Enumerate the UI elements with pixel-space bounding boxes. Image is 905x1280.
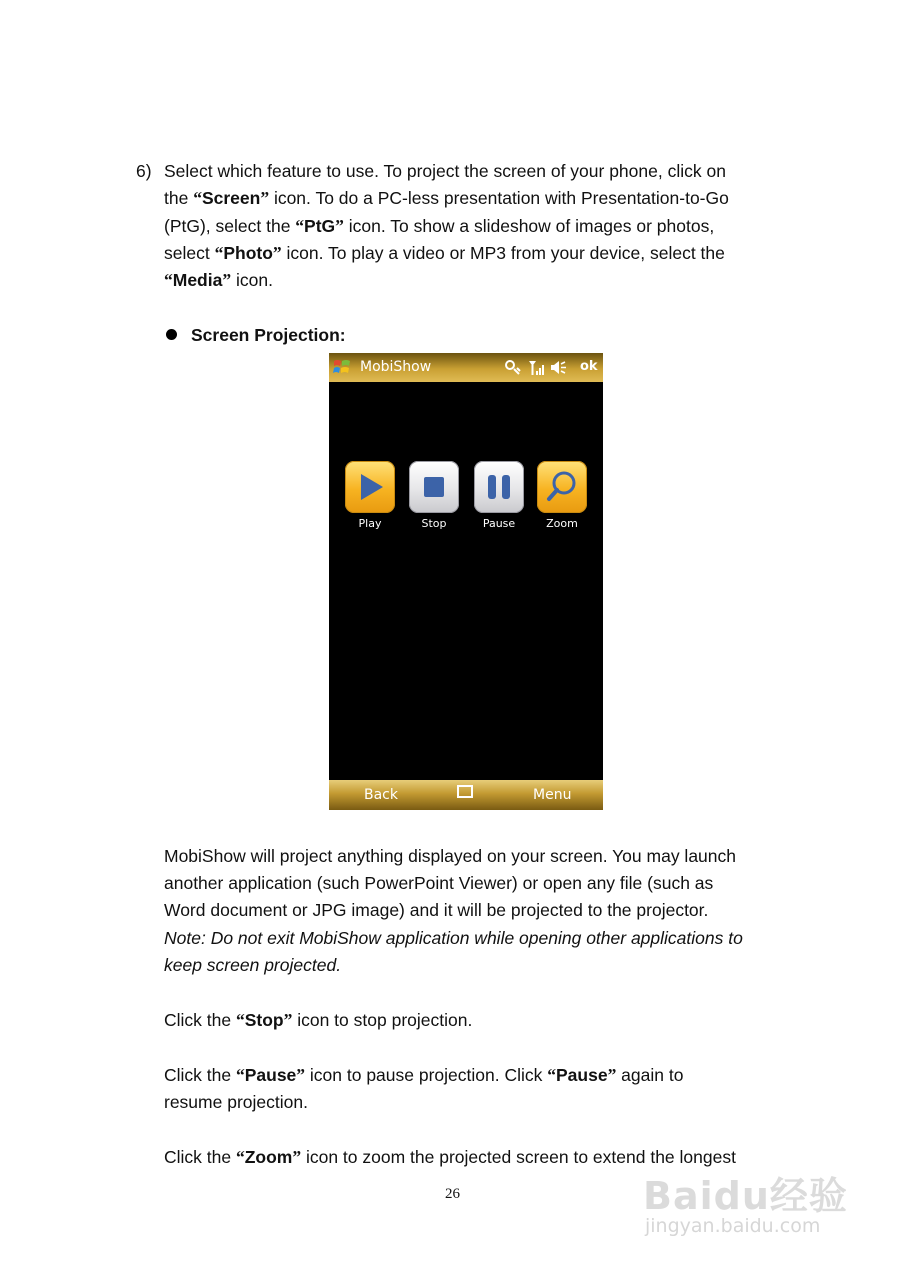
bold-term: Screen <box>201 188 261 208</box>
stop-icon <box>409 461 459 513</box>
quote-mark: “ <box>164 270 173 290</box>
quote-mark: ” <box>283 1010 293 1030</box>
quote-mark: “ <box>193 188 202 208</box>
text-run: another application (such PowerPoint Viewer) or open any file (such as <box>164 873 714 893</box>
app-title: MobiShow <box>360 359 432 375</box>
quote-mark: ” <box>260 188 270 208</box>
text-run: the <box>164 188 194 208</box>
watermark-logo-text: Baidu经验 <box>643 1174 848 1218</box>
soft-key-bar <box>329 780 603 810</box>
text-run: again to <box>616 1065 684 1085</box>
text-run: icon. To play a video or MP3 from your device, select the <box>281 243 725 263</box>
menu-soft-key[interactable]: Menu <box>533 787 572 803</box>
text-run: keep screen projected. <box>164 955 342 975</box>
body-line <box>164 952 341 979</box>
step-line <box>164 185 729 212</box>
quote-mark: ” <box>607 1065 617 1085</box>
quote-mark: ” <box>272 243 282 263</box>
quote-mark: “ <box>214 243 224 263</box>
ok-button[interactable]: ok <box>580 359 598 374</box>
title-bar <box>329 353 603 382</box>
bold-term: Zoom <box>244 1147 293 1167</box>
zoom-icon <box>537 461 587 513</box>
text-run: Click the <box>164 1147 236 1167</box>
step-line <box>164 267 273 294</box>
text-run: select <box>164 243 215 263</box>
stop-label: Stop <box>421 517 447 530</box>
bullet-heading: Screen Projection: <box>191 325 346 345</box>
text-run: Select which feature to use. To project the screen of your phone, click on <box>164 161 726 181</box>
pause-icon <box>474 461 524 513</box>
signal-icon[interactable] <box>527 359 544 376</box>
text-run: MobiShow will project anything displayed on your screen. You may launch <box>164 846 736 866</box>
text-run: icon to zoom the projected screen to extend the longest <box>301 1147 736 1167</box>
watermark-url: jingyan.baidu.com <box>645 1215 821 1237</box>
text-run: (PtG), select the <box>164 216 296 236</box>
bold-term: Photo <box>223 243 273 263</box>
body-line <box>164 843 736 870</box>
quote-mark: ” <box>222 270 232 290</box>
body-line <box>164 1089 308 1116</box>
text-run: Word document or JPG image) and it will be projected to the projector. <box>164 900 709 920</box>
body-line <box>164 925 743 952</box>
quote-mark: “ <box>235 1065 245 1085</box>
body-line <box>164 1007 472 1034</box>
body-line <box>164 897 708 924</box>
keyboard-icon[interactable] <box>457 785 473 798</box>
pause-label: Pause <box>482 517 516 530</box>
play-icon <box>345 461 395 513</box>
quote-mark: ” <box>335 216 344 236</box>
step-line <box>164 240 725 267</box>
play-label: Play <box>358 517 382 530</box>
phone-screenshot <box>329 353 603 810</box>
pause-button[interactable] <box>474 461 524 513</box>
text-run: icon. <box>231 270 273 290</box>
text-run: icon. To do a PC-less presentation with Presentation-to-Go <box>269 188 729 208</box>
zoom-label: Zoom <box>546 517 578 530</box>
step-line <box>164 158 726 185</box>
quote-mark: “ <box>235 1010 245 1030</box>
baidu-watermark <box>643 1165 855 1247</box>
quote-mark: ” <box>296 1065 306 1085</box>
quote-mark: “ <box>547 1065 556 1085</box>
text-run: Click the <box>164 1010 236 1030</box>
text-run: Note: Do not exit MobiShow application while opening other applications to <box>164 928 743 948</box>
volume-icon[interactable] <box>550 359 567 376</box>
quote-mark: “ <box>235 1147 245 1167</box>
text-run: icon to stop projection. <box>292 1010 473 1030</box>
zoom-button[interactable] <box>537 461 587 513</box>
bullet-dot <box>166 329 177 340</box>
step-line <box>164 213 714 240</box>
text-run: resume projection. <box>164 1092 308 1112</box>
bold-term: Stop <box>244 1010 284 1030</box>
stop-button[interactable] <box>409 461 459 513</box>
connectivity-icon[interactable] <box>504 359 521 376</box>
bold-term: Media <box>172 270 223 290</box>
quote-mark: ” <box>292 1147 302 1167</box>
bold-term: PtG <box>304 216 336 236</box>
body-line <box>164 1062 683 1089</box>
quote-mark: “ <box>295 216 305 236</box>
windows-start-icon[interactable] <box>333 358 351 376</box>
bold-term: Pause <box>244 1065 297 1085</box>
play-button[interactable] <box>345 461 395 513</box>
text-run: icon. To show a slideshow of images or photos, <box>343 216 715 236</box>
text-run: Click the <box>164 1065 236 1085</box>
text-run: icon to pause projection. Click <box>305 1065 548 1085</box>
body-line <box>164 870 713 897</box>
page-number: 26 <box>445 1186 460 1202</box>
bold-term: Pause <box>556 1065 608 1085</box>
back-soft-key[interactable]: Back <box>364 787 398 803</box>
step-number: 6) <box>136 161 152 181</box>
